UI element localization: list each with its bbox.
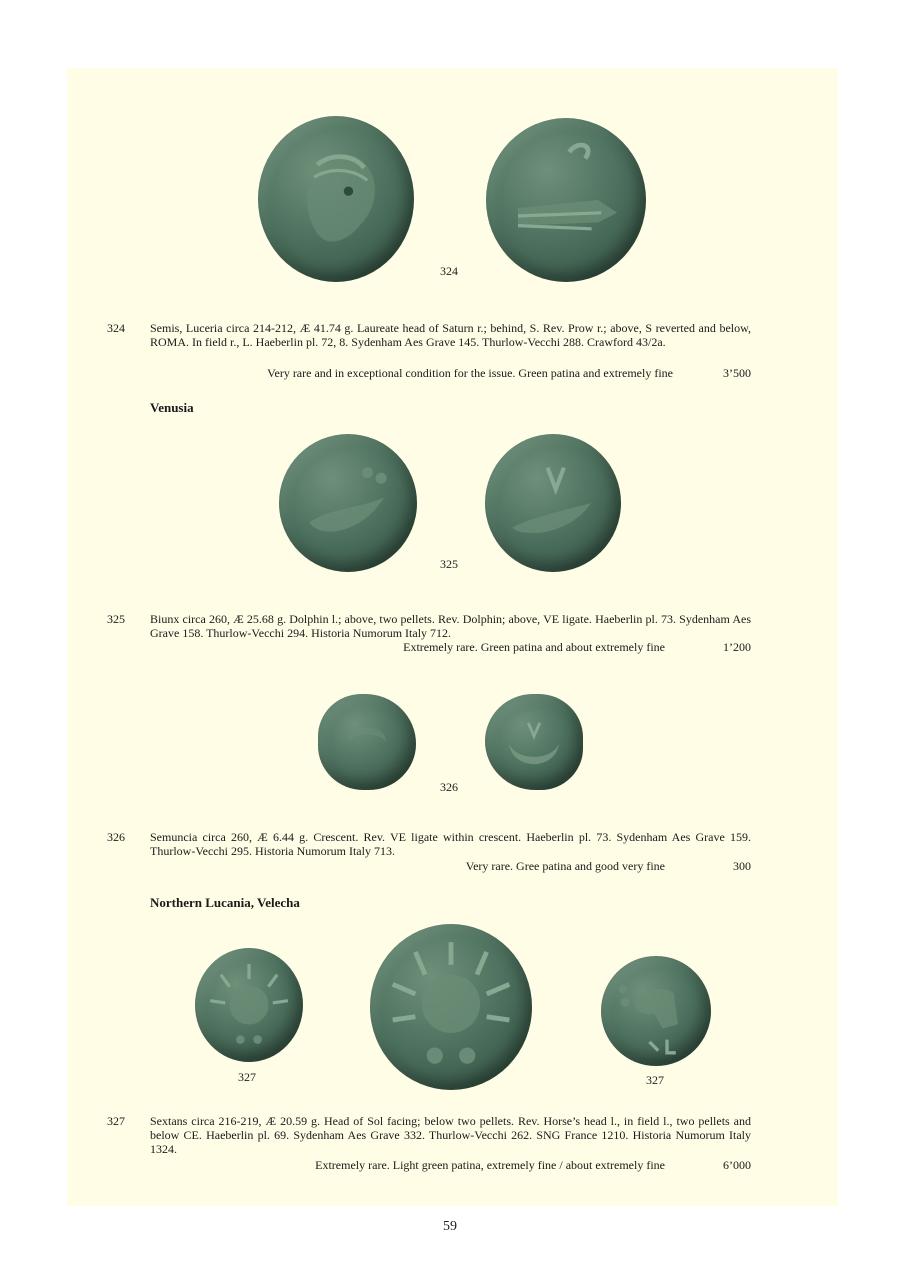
lot-number-325: 325: [107, 612, 125, 626]
sol-facing-enlarged-relief: [370, 924, 532, 1090]
coin-caption-325: 325: [440, 557, 458, 571]
section-heading-northern-lucania: Northern Lucania, Velecha: [150, 895, 300, 910]
lot-price-324: 3’500: [723, 366, 751, 380]
lot-price-326: 300: [733, 859, 751, 873]
lot-description-324: Semis, Luceria circa 214-212, Æ 41.74 g. Laureate head of Saturn r.; behind, S. Rev. Prow r.; above, S reverted and below, ROMA. In field r., L. Haeberlin pl. 72, 8. Sydenham Aes Grave 145. Thurlow-Vecchi 288. Crawford 43/2a.: [150, 321, 751, 349]
lot-grade-324: Very rare and in exceptional condition for the issue. Green patina and extremely fine: [267, 366, 673, 380]
lot-number-327: 327: [107, 1114, 125, 1128]
dolphin-ve-relief: [485, 434, 621, 572]
coin-caption-326: 326: [440, 780, 458, 794]
crescent-ve-relief: [485, 694, 583, 790]
saturn-head-relief: [258, 116, 414, 282]
lot-price-325: 1’200: [723, 640, 751, 654]
coin-325-reverse-image: [485, 434, 621, 572]
coin-caption-327-right: 327: [646, 1073, 664, 1087]
horse-head-relief: [601, 956, 711, 1066]
sol-facing-relief: [195, 948, 303, 1062]
lot-grade-326: Very rare. Gree patina and good very fine: [465, 859, 665, 873]
coin-caption-327-left: 327: [238, 1070, 256, 1084]
coin-324-obverse-image: [258, 116, 414, 282]
coin-327-obverse-small-image: [195, 948, 303, 1062]
crescent-relief: [318, 694, 416, 790]
lot-description-327: Sextans circa 216-219, Æ 20.59 g. Head of Sol facing; below two pellets. Rev. Horse’s head l., in field l., two pellets and below CE. Haeberlin pl. 69. Sydenham Aes Grave 332. Thurlow-Vecchi 262. SNG France 1210. Historia Numorum Italy 1324.: [150, 1114, 751, 1156]
lot-description-325: Biunx circa 260, Æ 25.68 g. Dolphin l.; above, two pellets. Rev. Dolphin; above, VE ligate. Haeberlin pl. 73. Sydenham Aes Grave 158. Thurlow-Vecchi 294. Historia Numorum Italy 712.: [150, 612, 751, 640]
section-heading-venusia: Venusia: [150, 400, 194, 415]
prow-relief: [486, 118, 646, 282]
lot-number-324: 324: [107, 321, 125, 335]
lot-grade-327: Extremely rare. Light green patina, extremely fine / about extremely fine: [315, 1158, 665, 1172]
lot-grade-325: Extremely rare. Green patina and about extremely fine: [403, 640, 665, 654]
coin-326-reverse-image: [485, 694, 583, 790]
coin-326-obverse-image: [318, 694, 416, 790]
lot-number-326: 326: [107, 830, 125, 844]
coin-324-reverse-image: [486, 118, 646, 282]
lot-price-327: 6’000: [723, 1158, 751, 1172]
coin-caption-324: 324: [440, 264, 458, 278]
dolphin-relief: [279, 434, 417, 572]
coin-327-obverse-enlarged-image: [370, 924, 532, 1090]
lot-description-326: Semuncia circa 260, Æ 6.44 g. Crescent. Rev. VE ligate within crescent. Haeberlin pl. 73. Sydenham Aes Grave 159. Thurlow-Vecchi 295. Historia Numorum Italy 713.: [150, 830, 751, 858]
coin-327-reverse-image: [601, 956, 711, 1066]
coin-325-obverse-image: [279, 434, 417, 572]
page-number: 59: [443, 1219, 457, 1234]
